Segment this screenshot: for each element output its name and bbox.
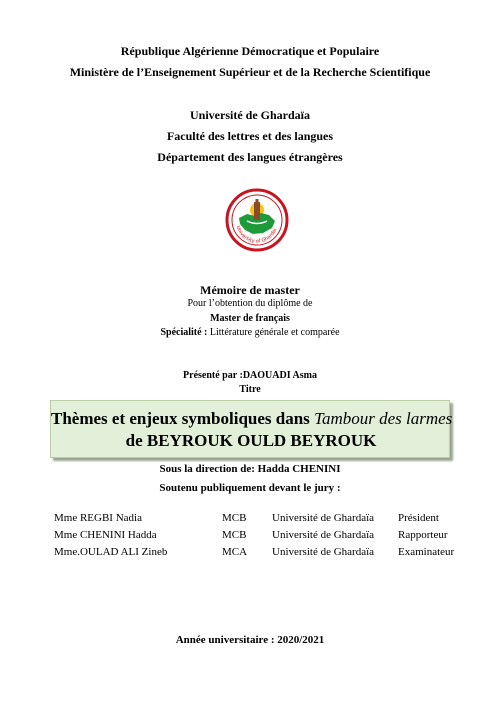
jury-name: Mme CHENINI Hadda: [54, 529, 157, 541]
jury-university: Université de Ghardaïa: [272, 512, 375, 524]
thesis-title-line2: de BEYROUK OULD BEYROUK: [125, 431, 377, 450]
academic-year: Année universitaire : 2020/2021: [175, 634, 325, 646]
university-seal-icon: [225, 188, 289, 252]
jury-row: [0, 529, 500, 545]
jury-row: [0, 546, 500, 562]
jury-name: Mme.OULAD ALI Zineb: [54, 546, 168, 558]
thesis-title-line1: [51, 409, 451, 429]
republic-name: République Algérienne Démocratique et Populaire: [120, 44, 380, 58]
memoire-degree: Master de français: [210, 313, 290, 324]
speciality-label: Spécialité :: [160, 327, 208, 338]
direction-line: Sous la direction de: Hadda CHENINI: [159, 463, 341, 475]
jury-role: Rapporteur: [398, 529, 448, 541]
jury-grade: MCA: [222, 546, 248, 558]
thesis-title-italic: Tambour des larmes: [314, 409, 453, 428]
thesis-title-part1: Thèmes et enjeux symboliques dans: [51, 409, 315, 428]
jury-grade: MCB: [222, 529, 247, 541]
memoire-speciality: [0, 327, 500, 338]
titre-label: Titre: [239, 384, 261, 395]
speciality-value: Littérature générale et comparée: [207, 327, 340, 338]
presenter-label: Présenté par :: [183, 370, 243, 381]
jury-role: Président: [398, 512, 439, 524]
ministry-name: Ministère de l’Enseignement Supérieur et de la Recherche Scientifique: [69, 65, 431, 79]
jury-role: Examinateur: [398, 546, 455, 558]
thesis-title-box: [50, 400, 453, 458]
svg-text:University of Ghardaia: University of Ghardai: [234, 225, 279, 245]
memoire-heading: Mémoire de master: [200, 283, 300, 297]
jury-university: Université de Ghardaïa: [272, 529, 375, 541]
memoire-purpose: Pour l’obtention du diplôme de: [187, 298, 313, 309]
jury-row: [0, 512, 500, 528]
jury-university: Université de Ghardaïa: [272, 546, 375, 558]
jury-grade: MCB: [222, 512, 247, 524]
presenter-name: DAOUADI Asma: [242, 370, 317, 381]
presenter-line: [0, 370, 500, 381]
defense-line: Soutenu publiquement devant le jury :: [159, 482, 341, 494]
university-name: Université de Ghardaïa: [190, 108, 310, 122]
faculty-name: Faculté des lettres et des langues: [166, 129, 334, 143]
department-name: Département des langues étrangères: [157, 150, 343, 164]
jury-name: Mme REGBI Nadia: [54, 512, 142, 524]
